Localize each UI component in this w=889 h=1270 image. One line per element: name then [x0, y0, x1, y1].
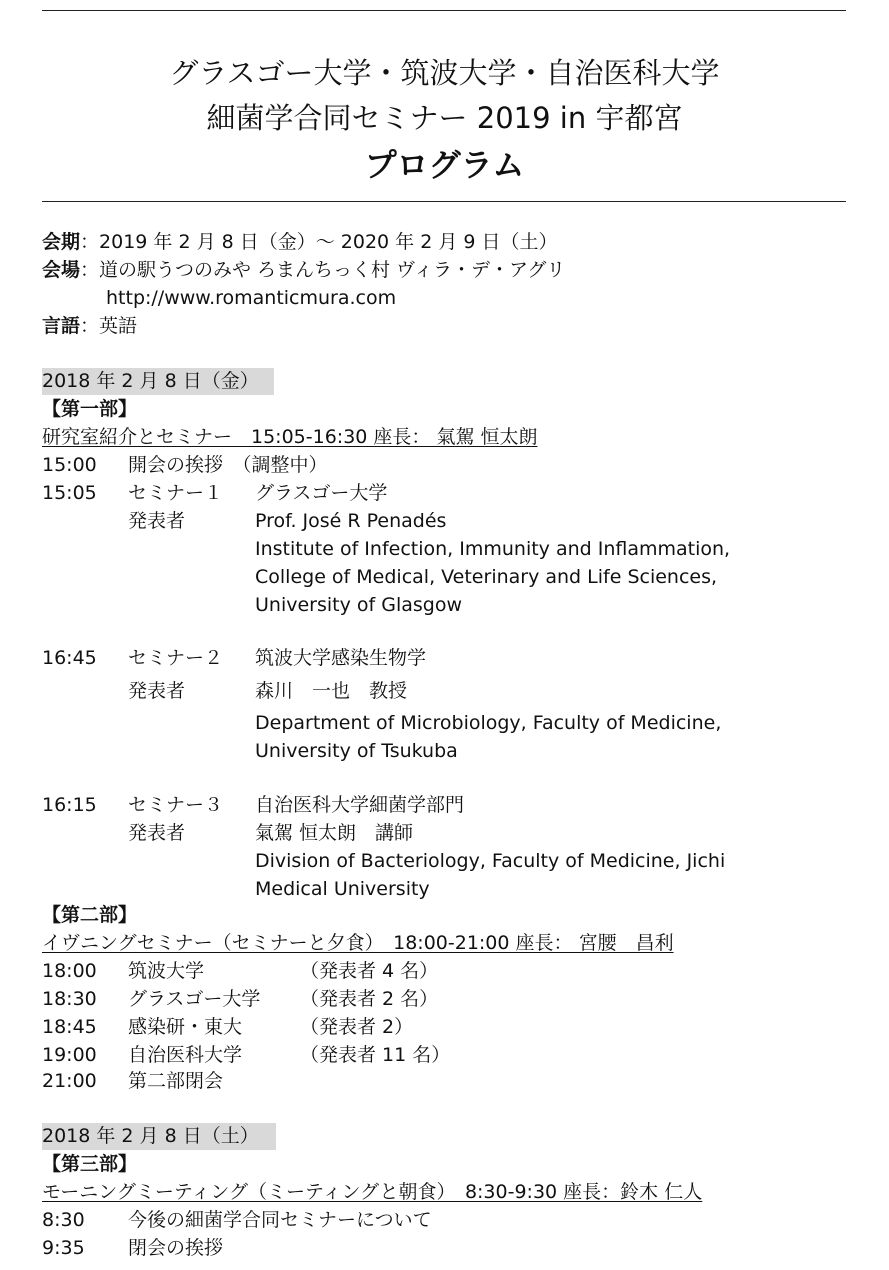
seminar2-affil-2: University of Tsukuba [255, 740, 458, 762]
part1-heading: 研究室紹介とセミナー 15:05-16:30 座長： 氣駕 恒太朗 [42, 426, 538, 448]
seminar2-affil-1: Department of Microbiology, Faculty of Medicine, [255, 712, 722, 734]
venue-url[interactable]: http://www.romanticmura.com [106, 287, 397, 309]
part2-item-3-note: （発表者 2） [300, 1016, 414, 1038]
part3-item-1-text: 今後の細菌学合同セミナーについて [128, 1209, 432, 1231]
period-label: 会期 [42, 231, 81, 253]
opening-time: 15:00 [42, 454, 97, 476]
seminar1-affil-2: College of Medical, Veterinary and Life Sciences, [255, 566, 718, 588]
part1-label: 【第一部】 [42, 398, 138, 420]
language-row [42, 313, 137, 340]
part3-heading: モーニングミーティング（ミーティングと朝食） 8:30-9:30 座長：鈴木 仁人 [42, 1181, 703, 1203]
seminar2-time: 16:45 [42, 647, 97, 669]
part2-item-1-time: 18:00 [42, 960, 97, 982]
seminar3-name: セミナー３ [128, 794, 224, 816]
seminar3-affil-1: Division of Bacteriology, Faculty of Medicine, Jichi [255, 850, 726, 872]
seminar1-name: セミナー１ [128, 482, 224, 504]
part2-heading: イヴニングセミナー（セミナーと夕食） 18:00-21:00 座長： 宮腰 昌利 [42, 932, 674, 954]
part2-item-2-note: （発表者 2 名） [300, 988, 439, 1010]
language-value: ：英語 [80, 315, 138, 337]
seminar1-affil-1: Institute of Infection, Immunity and Inflammation, [255, 538, 731, 560]
part2-item-3-name: 感染研・東大 [128, 1016, 243, 1038]
day2-date: 2018 年 2 月 8 日（土） [42, 1123, 276, 1150]
part3-item-2-text: 閉会の挨拶 [128, 1237, 224, 1259]
day1-date: 2018 年 2 月 8 日（金） [42, 368, 274, 395]
venue-value: ：道の駅うつのみや ろまんちっく村 ヴィラ・デ・アグリ [80, 259, 566, 281]
part2-item-3-time: 18:45 [42, 1016, 97, 1038]
seminar1-presenter-label: 発表者 [128, 510, 186, 532]
seminar2-presenter: 森川 一也 教授 [255, 680, 408, 702]
period-value: ：2019 年 2 月 8 日（金）～ 2020 年 2 月 9 日（土） [80, 231, 558, 253]
top-rule [42, 10, 846, 11]
title-line-1: グラスゴー大学・筑波大学・自治医科大学 [169, 56, 720, 90]
page-title: プログラム [364, 146, 525, 184]
part3-item-1-time: 8:30 [42, 1209, 85, 1231]
seminar2-presenter-label: 発表者 [128, 680, 186, 702]
seminar2-name: セミナー２ [128, 647, 224, 669]
seminar1-org: グラスゴー大学 [255, 482, 388, 504]
seminar1-presenter: Prof. José R Penadés [255, 510, 447, 532]
part3-item-2-time: 9:35 [42, 1237, 85, 1259]
part2-item-4-time: 19:00 [42, 1044, 97, 1066]
part3-label: 【第三部】 [42, 1153, 138, 1175]
part2-label: 【第二部】 [42, 904, 138, 926]
title-rule [42, 201, 846, 202]
opening-text: 開会の挨拶 （調整中） [128, 454, 328, 476]
part2-item-5-name: 第二部閉会 [128, 1070, 224, 1092]
part2-item-4-note: （発表者 11 名） [300, 1044, 451, 1066]
seminar1-affil-3: University of Glasgow [255, 594, 463, 616]
language-label: 言語 [42, 315, 81, 337]
venue-label: 会場 [42, 259, 81, 281]
seminar3-time: 16:15 [42, 794, 97, 816]
part2-item-5-time: 21:00 [42, 1070, 97, 1092]
seminar3-presenter: 氣駕 恒太朗 講師 [255, 822, 414, 844]
seminar3-affil-2: Medical University [255, 878, 430, 900]
part2-item-1-note: （発表者 4 名） [300, 960, 439, 982]
part2-item-2-name: グラスゴー大学 [128, 988, 261, 1010]
part2-item-2-time: 18:30 [42, 988, 97, 1010]
part2-item-1-name: 筑波大学 [128, 960, 205, 982]
seminar3-presenter-label: 発表者 [128, 822, 186, 844]
venue-row [42, 257, 565, 284]
title-line-2: 細菌学合同セミナー 2019 in 宇都宮 [206, 101, 683, 135]
seminar3-org: 自治医科大学細菌学部門 [255, 794, 465, 816]
period-row [42, 229, 558, 256]
part2-item-4-name: 自治医科大学 [128, 1044, 243, 1066]
seminar1-time: 15:05 [42, 482, 97, 504]
seminar2-org: 筑波大学感染生物学 [255, 647, 427, 669]
